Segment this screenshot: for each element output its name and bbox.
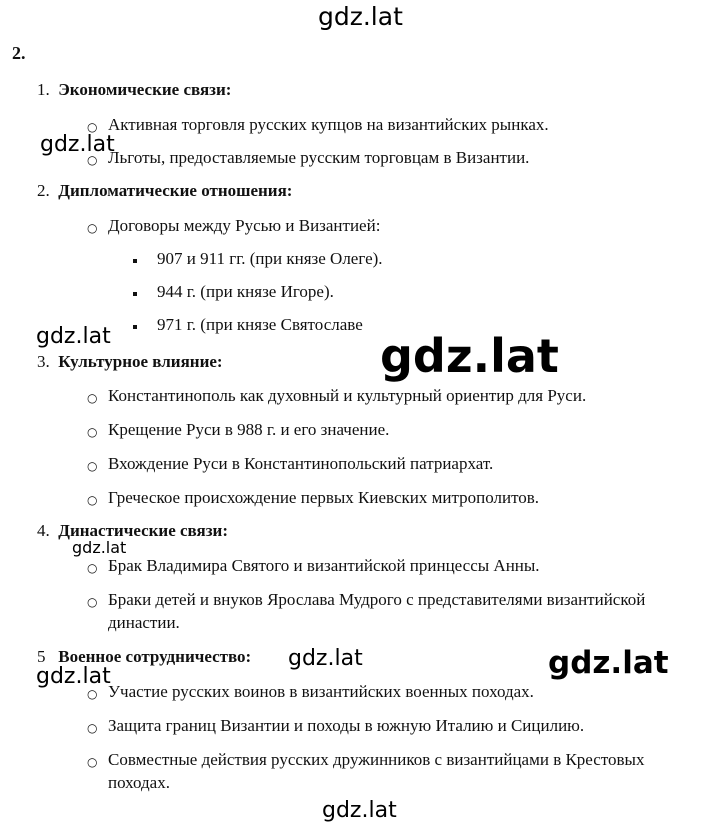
circle-bullet-icon: ○ <box>87 153 98 167</box>
square-bullet-icon <box>133 292 137 296</box>
circle-bullet-icon: ○ <box>87 595 98 609</box>
list-item: Брак Владимира Святого и византийской принцессы Анны. <box>108 556 540 575</box>
circle-bullet-icon: ○ <box>87 391 98 405</box>
section-heading <box>37 81 231 98</box>
list-item: Защита границ Византии и походы в южную Италию и Сицилию. <box>108 716 585 735</box>
circle-bullet-icon: ○ <box>87 721 98 735</box>
circle-bullet-icon: ○ <box>87 561 98 575</box>
circle-bullet-icon: ○ <box>87 687 98 701</box>
task-number: 2. <box>12 43 26 63</box>
section-number: 3. <box>37 352 50 371</box>
square-bullet-icon <box>133 325 137 329</box>
section-title: Культурное влияние: <box>58 352 223 371</box>
section-heading <box>37 182 292 199</box>
section-title: Экономические связи: <box>58 80 232 99</box>
watermark: gdz.lat <box>36 664 111 689</box>
section-title: Военное сотрудничество: <box>58 647 252 666</box>
watermark: gdz.lat <box>548 645 669 681</box>
sub-list-item: 971 г. (при князе Святославе <box>157 315 363 334</box>
circle-bullet-icon: ○ <box>87 425 98 439</box>
section-number: 2. <box>37 181 50 200</box>
section-heading <box>37 522 228 539</box>
list-item: Крещение Руси в 988 г. и его значение. <box>108 420 390 439</box>
section-number: 5 <box>37 647 46 666</box>
watermark: gdz.lat <box>288 646 363 671</box>
list-item: Константинополь как духовный и культурный ориентир для Руси. <box>108 386 587 405</box>
watermark: gdz.lat <box>72 538 127 557</box>
section-title: Дипломатические отношения: <box>58 181 293 200</box>
watermark: gdz.lat <box>380 329 559 383</box>
section-heading <box>37 648 251 665</box>
square-bullet-icon <box>133 259 137 263</box>
section-heading <box>37 353 223 370</box>
watermark: gdz.lat <box>318 2 403 31</box>
list-item: Браки детей и внуков Ярослава Мудрого с представителями византийской династии. <box>108 590 646 632</box>
list-item: Совместные действия русских дружинников с византийцами в Крестовых походах. <box>108 750 645 792</box>
list-item: Активная торговля русских купцов на византийских рынках. <box>108 115 549 134</box>
list-item: Греческое происхождение первых Киевских митрополитов. <box>108 488 540 507</box>
list-item: Договоры между Русью и Византией: <box>108 216 381 235</box>
list-item: Льготы, предоставляемые русским торговцам в Византии. <box>108 148 530 167</box>
section-number: 4. <box>37 521 50 540</box>
sub-list-item: 944 г. (при князе Игоре). <box>157 282 334 301</box>
sub-list-item: 907 и 911 гг. (при князе Олеге). <box>157 249 383 268</box>
circle-bullet-icon: ○ <box>87 221 98 235</box>
watermark: gdz.lat <box>322 798 397 823</box>
circle-bullet-icon: ○ <box>87 493 98 507</box>
circle-bullet-icon: ○ <box>87 755 98 769</box>
list-item: Вхождение Руси в Константинопольский патриархат. <box>108 454 494 473</box>
watermark: gdz.lat <box>40 132 115 157</box>
section-number: 1. <box>37 80 50 99</box>
list-item: Участие русских воинов в византийских военных походах. <box>108 682 534 701</box>
watermark: gdz.lat <box>36 324 111 349</box>
circle-bullet-icon: ○ <box>87 459 98 473</box>
circle-bullet-icon: ○ <box>87 120 98 134</box>
section-title: Династические связи: <box>58 521 228 540</box>
